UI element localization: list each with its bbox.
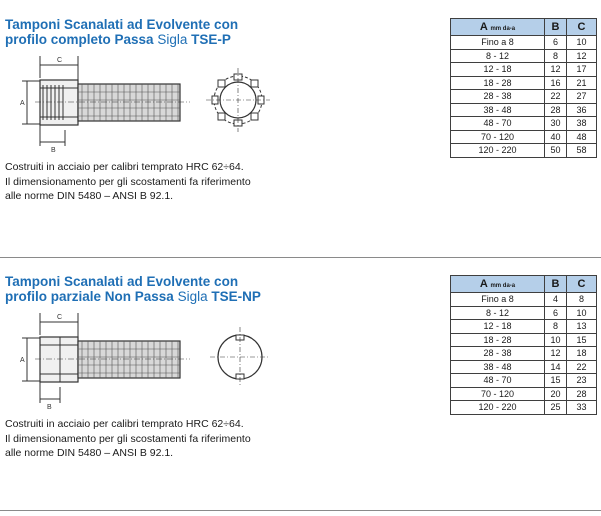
table-cell: 23 [567,374,597,388]
table-cell: 40 [545,130,567,144]
table-cell: 6 [545,36,567,50]
dimension-table [450,18,597,158]
section-description [5,417,305,461]
table-cell: 30 [545,117,567,131]
table-cell: 120 - 220 [451,144,545,158]
header-a: A mm da-a [451,19,545,36]
table-row [451,76,597,90]
table-cell: 22 [567,360,597,374]
table-row [451,117,597,131]
table-cell: 70 - 120 [451,130,545,144]
sigla-label: Sigla [177,289,208,304]
table-cell: 6 [545,306,567,320]
tse-np-technical-drawing [0,297,300,412]
table-cell: 70 - 120 [451,387,545,401]
table-cell: 12 [545,347,567,361]
table-cell: 48 - 70 [451,374,545,388]
table-row [451,306,597,320]
table-row [451,293,597,307]
table-cell: 48 - 70 [451,117,545,131]
tse-p-technical-drawing [0,40,300,155]
table-cell: 10 [567,36,597,50]
dimension-table [450,275,597,415]
table-cell: 10 [545,333,567,347]
title-line-2: profilo parziale Non Passa [5,289,174,304]
header-c: C [567,19,597,36]
table-cell: 18 - 28 [451,76,545,90]
dim-label-a: A [20,357,25,364]
table-row [451,333,597,347]
table-cell: 28 - 38 [451,90,545,104]
table-row [451,347,597,361]
table-cell: 10 [567,306,597,320]
table-cell: 36 [567,103,597,117]
table-cell: 12 [567,49,597,63]
table-cell: 58 [567,144,597,158]
table-row [451,387,597,401]
product-code: TSE-P [191,32,231,47]
dim-label-b: B [47,404,52,411]
table-row [451,36,597,50]
table-cell: 12 - 18 [451,63,545,77]
header-a-unit: mm da-a [490,283,516,289]
table-cell: 15 [545,374,567,388]
table-cell: 17 [567,63,597,77]
title-line-2: profilo completo Passa [5,32,154,47]
table-cell: 8 [545,49,567,63]
table-cell: 38 - 48 [451,360,545,374]
dim-label-c: C [57,314,63,321]
table-cell: 28 - 38 [451,347,545,361]
table-row [451,90,597,104]
table-cell: 12 - 18 [451,320,545,334]
table-cell: 8 [545,320,567,334]
sigla-label: Sigla [157,32,188,47]
table-cell: 38 - 48 [451,103,545,117]
table-header-row [451,276,597,293]
table-cell: 25 [545,401,567,415]
section-divider [0,510,601,511]
table-cell: 28 [567,387,597,401]
table-row [451,374,597,388]
table-cell: 18 - 28 [451,333,545,347]
table-cell: 18 [567,347,597,361]
table-row [451,130,597,144]
table-cell: 48 [567,130,597,144]
table-cell: 14 [545,360,567,374]
description-line: Il dimensionamento per gli scostamenti fa riferimento [5,432,251,445]
table-cell: Fino a 8 [451,36,545,50]
table-cell: 12 [545,63,567,77]
header-c: C [567,276,597,293]
table-cell: 33 [567,401,597,415]
description-line: Il dimensionamento per gli scostamenti fa riferimento [5,175,251,188]
table-cell: 20 [545,387,567,401]
table-cell: 13 [567,320,597,334]
title-line-1: Tamponi Scanalati ad Evolvente con [5,274,239,289]
table-cell: 38 [567,117,597,131]
header-a-unit: mm da-a [490,26,516,32]
description-line: alle norme DIN 5480 – ANSI B 92.1. [5,190,174,202]
dim-label-c: C [57,57,63,64]
table-cell: 8 - 12 [451,306,545,320]
header-a: A mm da-a [451,276,545,293]
table-row [451,320,597,334]
table-cell: 8 - 12 [451,49,545,63]
description-line: alle norme DIN 5480 – ANSI B 92.1. [5,447,174,459]
table-row [451,49,597,63]
header-b: B [545,19,567,36]
table-row [451,360,597,374]
table-cell: 27 [567,90,597,104]
table-cell: 8 [567,293,597,307]
table-cell: 28 [545,103,567,117]
table-cell: 15 [567,333,597,347]
table-header-row [451,19,597,36]
table-cell: 120 - 220 [451,401,545,415]
dim-label-a: A [20,100,25,107]
table-row [451,103,597,117]
table-cell: Fino a 8 [451,293,545,307]
description-line: Costruiti in acciaio per calibri temprato HRC 62÷64. [5,161,244,173]
table-row [451,401,597,415]
section-description [5,160,305,204]
section-divider [0,257,601,258]
table-cell: 16 [545,76,567,90]
product-code: TSE-NP [211,289,261,304]
title-line-1: Tamponi Scanalati ad Evolvente con [5,17,239,32]
table-cell: 4 [545,293,567,307]
description-line: Costruiti in acciaio per calibri temprato HRC 62÷64. [5,418,244,430]
header-b: B [545,276,567,293]
table-row [451,144,597,158]
table-row [451,63,597,77]
table-cell: 22 [545,90,567,104]
table-cell: 50 [545,144,567,158]
dim-label-b: B [51,147,56,154]
table-cell: 21 [567,76,597,90]
